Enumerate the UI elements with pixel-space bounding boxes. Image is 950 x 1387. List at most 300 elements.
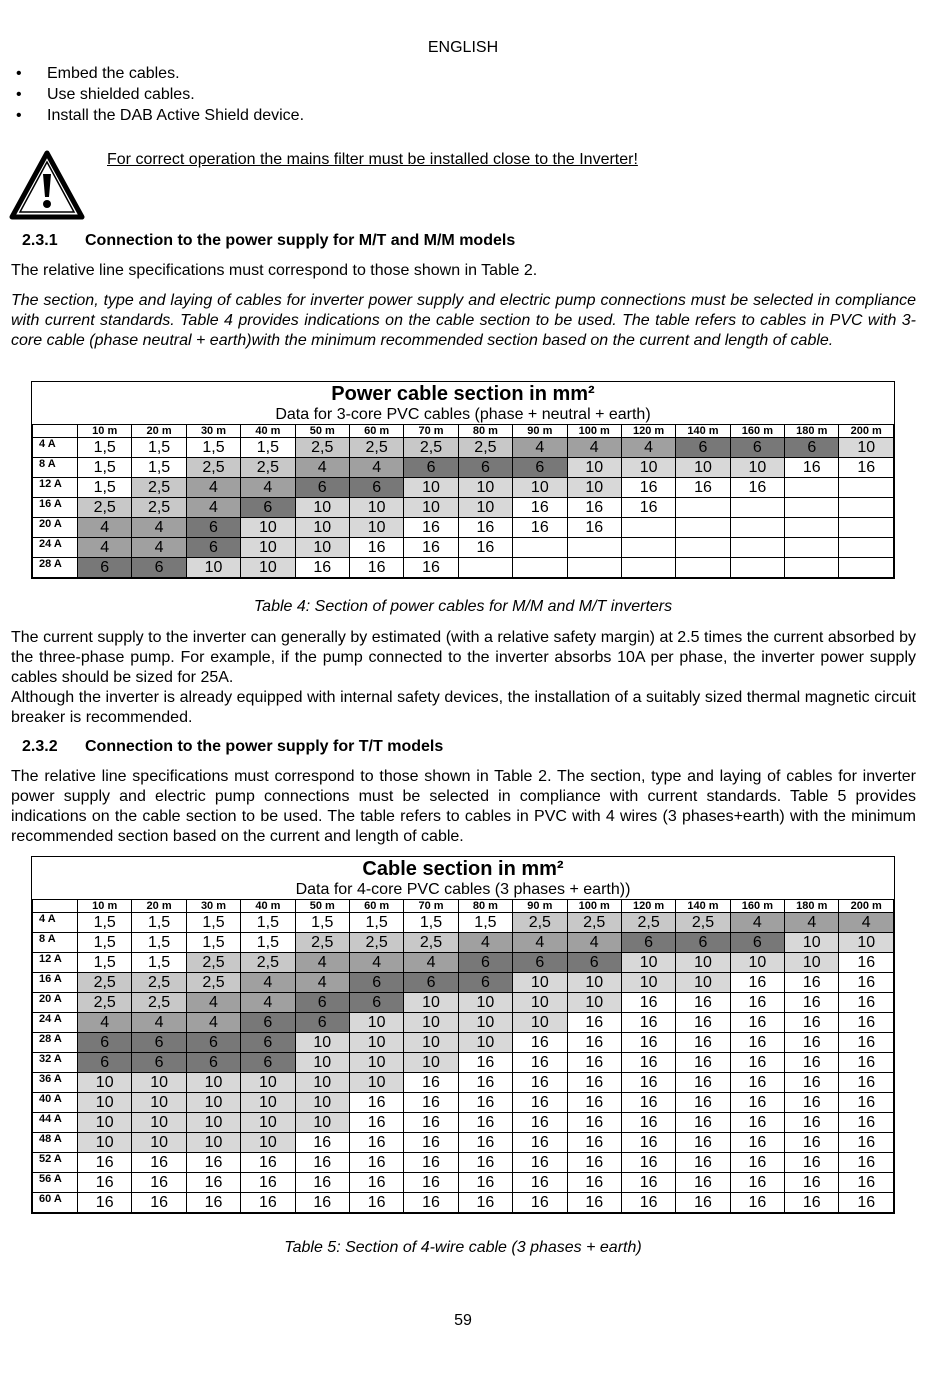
table-cell: 16 bbox=[676, 993, 730, 1013]
table-cell: 16 bbox=[621, 1193, 675, 1213]
table-cell: 16 bbox=[404, 538, 458, 558]
column-header: 120 m bbox=[621, 900, 675, 913]
column-header: 30 m bbox=[186, 425, 240, 438]
column-header: 50 m bbox=[295, 900, 349, 913]
table-cell: 6 bbox=[295, 478, 349, 498]
table-cell bbox=[676, 538, 730, 558]
table-cell: 16 bbox=[839, 1093, 894, 1113]
table-cell: 6 bbox=[132, 558, 186, 578]
warning-text: For correct operation the mains filter must be installed close to the Inverter! bbox=[107, 151, 638, 168]
column-header: 100 m bbox=[567, 425, 621, 438]
table-cell: 4 bbox=[349, 458, 403, 478]
table-row bbox=[33, 1133, 894, 1153]
table-cell: 4 bbox=[132, 1013, 186, 1033]
row-header: 32 A bbox=[33, 1053, 78, 1073]
table-cell: 10 bbox=[78, 1113, 132, 1133]
table-cell: 16 bbox=[295, 1173, 349, 1193]
table-cell: 16 bbox=[404, 1173, 458, 1193]
table-cell: 10 bbox=[295, 538, 349, 558]
table-cell: 16 bbox=[621, 1053, 675, 1073]
table-row bbox=[33, 1073, 894, 1093]
table-cell: 16 bbox=[621, 1133, 675, 1153]
table-cell: 10 bbox=[458, 478, 512, 498]
column-header: 180 m bbox=[785, 900, 839, 913]
table-cell: 6 bbox=[349, 973, 403, 993]
table-cell: 6 bbox=[241, 1033, 295, 1053]
section-heading-2-3-1 bbox=[22, 232, 515, 250]
cable-section-table bbox=[31, 856, 895, 1214]
table-cell: 6 bbox=[513, 458, 567, 478]
column-header: 50 m bbox=[295, 425, 349, 438]
table-cell: 2,5 bbox=[78, 973, 132, 993]
table-cell: 1,5 bbox=[295, 913, 349, 933]
paragraph-text: The section, type and laying of cables for inverter power supply and electric pump connections must be selected in compliance with current standards. Table 4 provides indications on the cable section to be used. The table refers to cables in PVC with 3-core cable (phase neutral + earth)with the minimum recommended section based on the current and length of cable. bbox=[11, 292, 916, 349]
table-cell: 16 bbox=[676, 1193, 730, 1213]
table-cell: 10 bbox=[241, 538, 295, 558]
column-header: 40 m bbox=[241, 425, 295, 438]
table-cell: 16 bbox=[513, 498, 567, 518]
page-header: ENGLISH bbox=[427, 39, 499, 56]
table-cell: 16 bbox=[458, 1153, 512, 1173]
column-header: 30 m bbox=[186, 900, 240, 913]
table-cell bbox=[567, 538, 621, 558]
table-cell: 10 bbox=[132, 1133, 186, 1153]
table-row bbox=[33, 933, 894, 953]
table-cell: 16 bbox=[785, 1033, 839, 1053]
header-row bbox=[33, 425, 894, 438]
table-cell bbox=[785, 498, 839, 518]
corner-cell bbox=[33, 425, 78, 438]
table-cell: 6 bbox=[621, 933, 675, 953]
table-cell: 16 bbox=[730, 1013, 784, 1033]
table-cell: 16 bbox=[730, 1113, 784, 1133]
table-cell: 16 bbox=[785, 1093, 839, 1113]
table-cell: 4 bbox=[78, 1013, 132, 1033]
table-cell: 16 bbox=[349, 1113, 403, 1133]
table-cell: 16 bbox=[513, 1053, 567, 1073]
table-cell: 16 bbox=[621, 1173, 675, 1193]
table-cell: 16 bbox=[349, 1173, 403, 1193]
table-cell: 16 bbox=[567, 1173, 621, 1193]
table-cell: 10 bbox=[404, 1033, 458, 1053]
table-cell: 16 bbox=[676, 478, 730, 498]
table-cell: 2,5 bbox=[78, 498, 132, 518]
table-cell: 16 bbox=[567, 1133, 621, 1153]
table-cell: 10 bbox=[186, 1073, 240, 1093]
table-cell: 16 bbox=[839, 1173, 894, 1193]
table-cell: 6 bbox=[785, 438, 839, 458]
table-cell: 4 bbox=[241, 478, 295, 498]
table-cell: 10 bbox=[676, 458, 730, 478]
table-cell: 16 bbox=[567, 1013, 621, 1033]
table-cell: 4 bbox=[621, 438, 675, 458]
paragraph bbox=[11, 261, 916, 281]
table-cell: 1,5 bbox=[132, 458, 186, 478]
table-cell: 1,5 bbox=[186, 913, 240, 933]
table-cell: 10 bbox=[241, 1073, 295, 1093]
table-cell: 16 bbox=[567, 1193, 621, 1213]
table-cell: 16 bbox=[458, 1053, 512, 1073]
table-cell: 2,5 bbox=[241, 953, 295, 973]
table-cell bbox=[513, 538, 567, 558]
table-cell: 10 bbox=[567, 973, 621, 993]
table-cell: 16 bbox=[730, 1173, 784, 1193]
table-cell: 10 bbox=[785, 933, 839, 953]
table-cell: 2,5 bbox=[295, 438, 349, 458]
table-cell: 10 bbox=[458, 1013, 512, 1033]
table-cell: 16 bbox=[458, 1133, 512, 1153]
row-header: 4 A bbox=[33, 913, 78, 933]
cable-grid bbox=[32, 424, 894, 578]
corner-cell bbox=[33, 900, 78, 913]
table-cell bbox=[730, 518, 784, 538]
table-cell: 2,5 bbox=[241, 458, 295, 478]
table-cell: 10 bbox=[186, 1093, 240, 1113]
table-row bbox=[33, 438, 894, 458]
table-cell: 6 bbox=[458, 953, 512, 973]
table-cell: 10 bbox=[295, 1033, 349, 1053]
table-cell: 10 bbox=[295, 498, 349, 518]
table-cell: 6 bbox=[404, 973, 458, 993]
table-cell: 16 bbox=[404, 1113, 458, 1133]
table-cell: 10 bbox=[349, 1053, 403, 1073]
table-cell: 1,5 bbox=[241, 438, 295, 458]
table-row bbox=[33, 1093, 894, 1113]
table-cell: 2,5 bbox=[132, 993, 186, 1013]
table-cell: 16 bbox=[676, 1013, 730, 1033]
table-cell: 16 bbox=[458, 1113, 512, 1133]
header-row bbox=[33, 900, 894, 913]
table-cell: 1,5 bbox=[78, 933, 132, 953]
column-header: 90 m bbox=[513, 425, 567, 438]
table-cell: 16 bbox=[730, 1153, 784, 1173]
table-cell: 10 bbox=[676, 973, 730, 993]
table-subtitle: Data for 3-core PVC cables (phase + neutral + earth) bbox=[275, 406, 651, 423]
table-cell bbox=[730, 558, 784, 578]
row-header: 24 A bbox=[33, 538, 78, 558]
table-title: Cable section in mm² bbox=[362, 858, 564, 880]
paragraph-text: The relative line specifications must correspond to those shown in Table 2. The section, type and laying of cables for inverter power supply and electric pump connections must be selected in compliance with current standards. Table 5 provides indications on the cable section to be used. The table refers to cables in PVC with 4 wires (3 phases+earth) with the minimum recommended section based on the current and length of cable. bbox=[11, 768, 916, 845]
table-cell: 10 bbox=[621, 973, 675, 993]
table-cell: 6 bbox=[730, 438, 784, 458]
table-cell: 16 bbox=[349, 558, 403, 578]
table-cell: 2,5 bbox=[186, 973, 240, 993]
table-row bbox=[33, 913, 894, 933]
table-cell: 16 bbox=[349, 1133, 403, 1153]
table-caption: Table 5: Section of 4-wire cable (3 phases + earth) bbox=[284, 1239, 642, 1256]
table-cell: 10 bbox=[513, 973, 567, 993]
table-cell: 16 bbox=[349, 538, 403, 558]
table-cell: 6 bbox=[241, 498, 295, 518]
table-cell: 16 bbox=[839, 1153, 894, 1173]
table-cell: 2,5 bbox=[132, 498, 186, 518]
table-cell: 16 bbox=[404, 1133, 458, 1153]
table-cell: 16 bbox=[676, 1133, 730, 1153]
table-cell: 1,5 bbox=[404, 913, 458, 933]
table-cell: 16 bbox=[730, 1193, 784, 1213]
table-cell: 6 bbox=[676, 438, 730, 458]
table-cell: 4 bbox=[349, 953, 403, 973]
row-header: 40 A bbox=[33, 1093, 78, 1113]
table-cell: 1,5 bbox=[458, 913, 512, 933]
table-cell: 4 bbox=[513, 933, 567, 953]
section-title: Connection to the power supply for T/T models bbox=[85, 738, 444, 755]
table-cell: 16 bbox=[676, 1173, 730, 1193]
table-cell: 16 bbox=[513, 1033, 567, 1053]
table-cell: 10 bbox=[295, 1053, 349, 1073]
table-title: Power cable section in mm² bbox=[331, 383, 595, 405]
table-row bbox=[33, 1173, 894, 1193]
table-cell: 16 bbox=[730, 1073, 784, 1093]
row-header: 20 A bbox=[33, 993, 78, 1013]
table-cell: 10 bbox=[458, 498, 512, 518]
bullet-list bbox=[16, 63, 304, 126]
table-cell: 1,5 bbox=[132, 933, 186, 953]
table-cell: 1,5 bbox=[132, 913, 186, 933]
table-cell: 16 bbox=[458, 1193, 512, 1213]
list-item: • Embed the cables. bbox=[16, 63, 304, 84]
table-cell: 6 bbox=[186, 1053, 240, 1073]
table-cell: 2,5 bbox=[132, 973, 186, 993]
list-item: • Install the DAB Active Shield device. bbox=[16, 105, 304, 126]
table-cell bbox=[785, 558, 839, 578]
column-header: 10 m bbox=[78, 900, 132, 913]
column-header: 80 m bbox=[458, 900, 512, 913]
table-cell: 16 bbox=[839, 1033, 894, 1053]
table-cell: 16 bbox=[839, 1073, 894, 1093]
table-cell: 2,5 bbox=[458, 438, 512, 458]
table-cell: 16 bbox=[785, 1113, 839, 1133]
table-row bbox=[33, 953, 894, 973]
table-cell: 16 bbox=[730, 478, 784, 498]
table-cell bbox=[839, 538, 894, 558]
table-cell: 16 bbox=[567, 518, 621, 538]
table-cell: 16 bbox=[295, 558, 349, 578]
table-row bbox=[33, 1033, 894, 1053]
table-cell: 16 bbox=[513, 1093, 567, 1113]
section-title: Connection to the power supply for M/T and M/M models bbox=[85, 232, 516, 249]
table-cell: 10 bbox=[241, 1093, 295, 1113]
table-cell: 6 bbox=[186, 518, 240, 538]
table-cell: 4 bbox=[132, 518, 186, 538]
row-header: 12 A bbox=[33, 478, 78, 498]
table-cell bbox=[839, 518, 894, 538]
row-header: 52 A bbox=[33, 1153, 78, 1173]
table-cell: 6 bbox=[78, 558, 132, 578]
table-cell: 16 bbox=[513, 1073, 567, 1093]
table-cell: 16 bbox=[458, 1093, 512, 1113]
table-cell: 16 bbox=[730, 1053, 784, 1073]
cable-grid bbox=[32, 899, 894, 1213]
row-header: 16 A bbox=[33, 973, 78, 993]
table-row bbox=[33, 1193, 894, 1213]
table-cell: 16 bbox=[241, 1173, 295, 1193]
table-cell: 4 bbox=[241, 993, 295, 1013]
table-cell: 16 bbox=[730, 1093, 784, 1113]
table-cell bbox=[839, 478, 894, 498]
table-cell: 2,5 bbox=[78, 993, 132, 1013]
column-header: 160 m bbox=[730, 900, 784, 913]
table-cell: 1,5 bbox=[349, 913, 403, 933]
table-cell: 4 bbox=[186, 993, 240, 1013]
table-cell: 1,5 bbox=[78, 913, 132, 933]
table-cell: 4 bbox=[186, 498, 240, 518]
table-cell: 16 bbox=[513, 1113, 567, 1133]
table-cell bbox=[621, 538, 675, 558]
table-cell: 16 bbox=[785, 1193, 839, 1213]
table-cell bbox=[458, 558, 512, 578]
table-cell bbox=[513, 558, 567, 578]
table-cell: 1,5 bbox=[186, 933, 240, 953]
table-cell: 16 bbox=[621, 478, 675, 498]
row-header: 8 A bbox=[33, 933, 78, 953]
table-cell: 2,5 bbox=[621, 913, 675, 933]
table-cell: 6 bbox=[295, 1013, 349, 1033]
table-cell: 16 bbox=[730, 1133, 784, 1153]
table-cell: 4 bbox=[839, 913, 894, 933]
table-cell: 10 bbox=[621, 458, 675, 478]
table-cell: 16 bbox=[513, 1173, 567, 1193]
table-cell: 10 bbox=[241, 1133, 295, 1153]
column-header: 140 m bbox=[676, 900, 730, 913]
table-cell: 16 bbox=[839, 953, 894, 973]
column-header: 20 m bbox=[132, 900, 186, 913]
table-cell: 1,5 bbox=[78, 478, 132, 498]
table-cell: 16 bbox=[404, 558, 458, 578]
table-cell: 16 bbox=[839, 1133, 894, 1153]
table-cell: 10 bbox=[567, 993, 621, 1013]
table-cell: 16 bbox=[295, 1133, 349, 1153]
table-cell: 10 bbox=[349, 1033, 403, 1053]
table-cell: 2,5 bbox=[186, 458, 240, 478]
table-cell: 6 bbox=[241, 1013, 295, 1033]
table-cell: 6 bbox=[567, 953, 621, 973]
table-cell bbox=[785, 538, 839, 558]
table-cell: 4 bbox=[186, 478, 240, 498]
row-header: 4 A bbox=[33, 438, 78, 458]
table-cell bbox=[730, 538, 784, 558]
paragraph-text: The current supply to the inverter can generally by estimated (with a relative safety margin) at 2.5 times the current absorbed by the three-phase pump. For example, if the pump connected to the inverter absorbs 10A per phase, the inverter power supply cables should be sized for 25A. bbox=[11, 629, 916, 686]
table-cell: 16 bbox=[785, 993, 839, 1013]
table-cell: 16 bbox=[458, 1073, 512, 1093]
section-number: 2.3.1 bbox=[22, 232, 58, 249]
paragraph bbox=[11, 291, 916, 351]
table-cell: 16 bbox=[513, 518, 567, 538]
table-cell: 16 bbox=[785, 973, 839, 993]
column-header: 60 m bbox=[349, 900, 403, 913]
table-cell: 6 bbox=[78, 1053, 132, 1073]
table-cell: 16 bbox=[621, 1073, 675, 1093]
table-cell: 16 bbox=[676, 1053, 730, 1073]
table-cell bbox=[839, 558, 894, 578]
table-cell: 6 bbox=[404, 458, 458, 478]
paragraph bbox=[11, 628, 916, 728]
column-header: 160 m bbox=[730, 425, 784, 438]
table-cell: 10 bbox=[295, 1113, 349, 1133]
table-cell: 6 bbox=[676, 933, 730, 953]
table-cell: 16 bbox=[241, 1153, 295, 1173]
table-cell: 4 bbox=[295, 458, 349, 478]
table-cell: 16 bbox=[295, 1153, 349, 1173]
table-cell: 16 bbox=[785, 1153, 839, 1173]
table-cell: 10 bbox=[132, 1073, 186, 1093]
column-header: 200 m bbox=[839, 900, 894, 913]
column-header: 70 m bbox=[404, 425, 458, 438]
table-cell: 16 bbox=[567, 1033, 621, 1053]
table-cell: 6 bbox=[458, 973, 512, 993]
table-cell: 16 bbox=[621, 1013, 675, 1033]
table-cell: 4 bbox=[241, 973, 295, 993]
table-cell: 10 bbox=[567, 458, 621, 478]
table-cell: 10 bbox=[404, 1013, 458, 1033]
table-cell: 4 bbox=[295, 973, 349, 993]
table-cell: 16 bbox=[839, 1013, 894, 1033]
table-row bbox=[33, 1013, 894, 1033]
table-cell: 16 bbox=[839, 1193, 894, 1213]
table-cell: 10 bbox=[458, 1033, 512, 1053]
table-row bbox=[33, 498, 894, 518]
table-cell: 4 bbox=[186, 1013, 240, 1033]
table-row bbox=[33, 993, 894, 1013]
table-cell: 2,5 bbox=[132, 478, 186, 498]
table-cell: 16 bbox=[839, 1053, 894, 1073]
table-cell bbox=[785, 518, 839, 538]
table-cell: 16 bbox=[676, 1153, 730, 1173]
table-row bbox=[33, 558, 894, 578]
table-cell: 16 bbox=[295, 1193, 349, 1213]
table-cell: 16 bbox=[567, 1153, 621, 1173]
table-cell: 10 bbox=[404, 1053, 458, 1073]
table-cell: 6 bbox=[730, 933, 784, 953]
table-cell: 16 bbox=[132, 1173, 186, 1193]
table-cell: 6 bbox=[241, 1053, 295, 1073]
table-cell: 4 bbox=[730, 913, 784, 933]
table-cell: 16 bbox=[567, 1093, 621, 1113]
table-cell: 10 bbox=[730, 953, 784, 973]
column-header: 10 m bbox=[78, 425, 132, 438]
table-cell: 16 bbox=[132, 1153, 186, 1173]
table-cell: 6 bbox=[295, 993, 349, 1013]
row-header: 28 A bbox=[33, 558, 78, 578]
table-row bbox=[33, 478, 894, 498]
table-cell: 10 bbox=[132, 1113, 186, 1133]
row-header: 36 A bbox=[33, 1073, 78, 1093]
table-cell: 16 bbox=[839, 1113, 894, 1133]
table-row bbox=[33, 538, 894, 558]
table-cell: 10 bbox=[241, 1113, 295, 1133]
table-cell: 16 bbox=[458, 538, 512, 558]
table-cell: 6 bbox=[186, 538, 240, 558]
table-cell: 1,5 bbox=[132, 953, 186, 973]
table-cell: 10 bbox=[730, 458, 784, 478]
table-cell: 16 bbox=[621, 1033, 675, 1053]
table-cell bbox=[676, 498, 730, 518]
table-cell: 1,5 bbox=[78, 953, 132, 973]
table-cell: 16 bbox=[785, 1013, 839, 1033]
table-cell: 16 bbox=[458, 518, 512, 538]
table-cell: 6 bbox=[132, 1033, 186, 1053]
table-cell: 16 bbox=[78, 1193, 132, 1213]
table-cell: 6 bbox=[458, 458, 512, 478]
table-cell: 10 bbox=[186, 1113, 240, 1133]
table-cell: 10 bbox=[404, 498, 458, 518]
table-cell: 6 bbox=[513, 953, 567, 973]
column-header: 180 m bbox=[785, 425, 839, 438]
row-header: 28 A bbox=[33, 1033, 78, 1053]
row-header: 56 A bbox=[33, 1173, 78, 1193]
table-cell: 4 bbox=[567, 933, 621, 953]
table-row bbox=[33, 1053, 894, 1073]
